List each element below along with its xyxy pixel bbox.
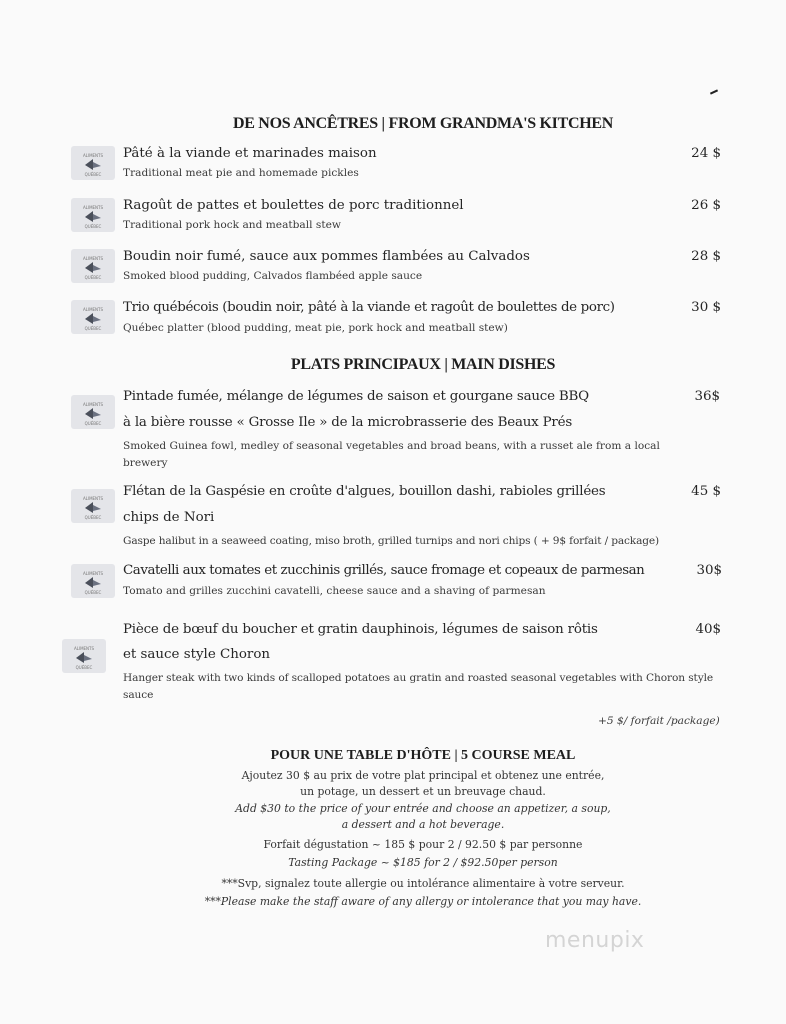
table-dhote-title: POUR UNE TABLE D'HÔTE | 5 COURSE MEAL: [270, 748, 576, 763]
aliments-quebec-logo: [71, 489, 115, 523]
aliments-quebec-logo: [71, 300, 115, 334]
menupix-watermark: menupix: [545, 928, 645, 953]
menu-item-note: +5 $/ forfait /package): [598, 715, 720, 727]
logo-bottom-text: QUÉBEC: [84, 326, 102, 331]
logo-bottom-text: QUÉBEC: [84, 275, 102, 280]
menu-item-description: Gaspe halibut in a seaweed coating, miso broth, grilled turnips and nori chips ( + 9$ forfait / package): [123, 535, 659, 547]
section-title-main-dishes: PLATS PRINCIPAUX | MAIN DISHES: [290, 356, 556, 373]
table-dhote-fr-line2: un potage, un dessert et un breuvage chaud.: [300, 785, 546, 798]
logo-top-text: ALIMENTS: [82, 205, 104, 210]
speck-mark: [710, 89, 718, 94]
table-dhote-fr-line1: Ajoutez 30 $ au prix de votre plat principal et obtenez une entrée,: [241, 769, 605, 782]
menu-item-description: Smoked blood pudding, Calvados flambéed apple sauce: [123, 270, 423, 282]
aliments-quebec-logo: [71, 395, 115, 429]
logo-bottom-text: QUÉBEC: [84, 172, 102, 177]
menu-item-price: 28 $: [691, 249, 721, 264]
tasting-package-fr: Forfait dégustation ~ 185 $ pour 2 / 92.50 $ par personne: [263, 838, 583, 851]
menu-item-description: Traditional meat pie and homemade pickles: [123, 167, 359, 179]
aliments-quebec-logo: [71, 146, 115, 180]
logo-bottom-text: QUÉBEC: [84, 590, 102, 595]
logo-bottom-text: QUÉBEC: [84, 515, 102, 520]
logo-top-text: ALIMENTS: [82, 402, 104, 407]
logo-top-text: ALIMENTS: [82, 153, 104, 158]
logo-bottom-text: QUÉBEC: [84, 421, 102, 426]
menu-item-description: Hanger steak with two kinds of scalloped potatoes au gratin and roasted seasonal vegetables with Choron style sauce: [123, 672, 714, 701]
menu-item-price: 30$: [696, 563, 722, 578]
section-title-ancestors: DE NOS ANCÊTRES | FROM GRANDMA'S KITCHEN: [232, 115, 613, 132]
tasting-package-en: Tasting Package ~ $185 for 2 / $92.50per person: [288, 856, 558, 869]
logo-bottom-text: QUÉBEC: [75, 665, 93, 670]
logo-top-text: ALIMENTS: [82, 571, 104, 576]
allergy-note-en: ***Please make the staff aware of any allergy or intolerance that you may have.: [204, 895, 642, 908]
menu-item-price: 45 $: [691, 484, 721, 499]
logo-top-text: ALIMENTS: [73, 646, 95, 651]
menu-item-name-line2: à la bière rousse « Grosse Ile » de la microbrasserie des Beaux Prés: [123, 415, 572, 430]
menu-item-name: Boudin noir fumé, sauce aux pommes flambées au Calvados: [123, 249, 530, 264]
menu-item-name-line2: chips de Nori: [123, 510, 215, 525]
logo-top-text: ALIMENTS: [82, 256, 104, 261]
menu-item-name-line1: Flétan de la Gaspésie en croûte d'algues, bouillon dashi, rabioles grillées: [123, 484, 606, 499]
menu-item-price: 40$: [695, 622, 721, 637]
logo-bottom-text: QUÉBEC: [84, 224, 102, 229]
logo-top-text: ALIMENTS: [82, 307, 104, 312]
menu-item-price: 36$: [694, 389, 720, 404]
table-dhote-en-line2: a dessert and a hot beverage.: [341, 818, 505, 831]
aliments-quebec-logo: [71, 249, 115, 283]
aliments-quebec-logo: [71, 564, 115, 598]
menu-item-name-line1: Pièce de bœuf du boucher et gratin dauphinois, légumes de saison rôtis: [123, 622, 598, 637]
menu-item-name: Trio québécois (boudin noir, pâté à la viande et ragoût de boulettes de porc): [123, 300, 615, 315]
menu-item-name-line2: et sauce style Choron: [123, 647, 271, 662]
menu-item-name: Pâté à la viande et marinades maison: [123, 146, 377, 161]
menu-item-description: Traditional pork hock and meatball stew: [123, 219, 341, 231]
table-dhote-en-line1: Add $30 to the price of your entrée and choose an appetizer, a soup,: [235, 802, 611, 815]
menu-item-name: Ragoût de pattes et boulettes de porc traditionnel: [123, 198, 464, 213]
menu-item-description: Smoked Guinea fowl, medley of seasonal vegetables and broad beans, with a russet ale from a local brewery: [123, 440, 660, 469]
menu-item-description: Québec platter (blood pudding, meat pie, pork hock and meatball stew): [123, 322, 508, 334]
menu-item-price: 30 $: [691, 300, 721, 315]
menu-item-price: 26 $: [691, 198, 721, 213]
allergy-note-fr: ***Svp, signalez toute allergie ou intolérance alimentaire à votre serveur.: [221, 877, 625, 890]
logo-top-text: ALIMENTS: [82, 496, 104, 501]
menu-item-name-line1: Pintade fumée, mélange de légumes de saison et gourgane sauce BBQ: [123, 389, 589, 404]
menu-item-description: Tomato and grilles zucchini cavatelli, cheese sauce and a shaving of parmesan: [123, 585, 546, 597]
menu-item-price: 24 $: [691, 146, 721, 161]
menu-item-name: Cavatelli aux tomates et zucchinis grillés, sauce fromage et copeaux de parmesan: [123, 563, 645, 578]
aliments-quebec-logo: [62, 639, 106, 673]
aliments-quebec-logo: [71, 198, 115, 232]
